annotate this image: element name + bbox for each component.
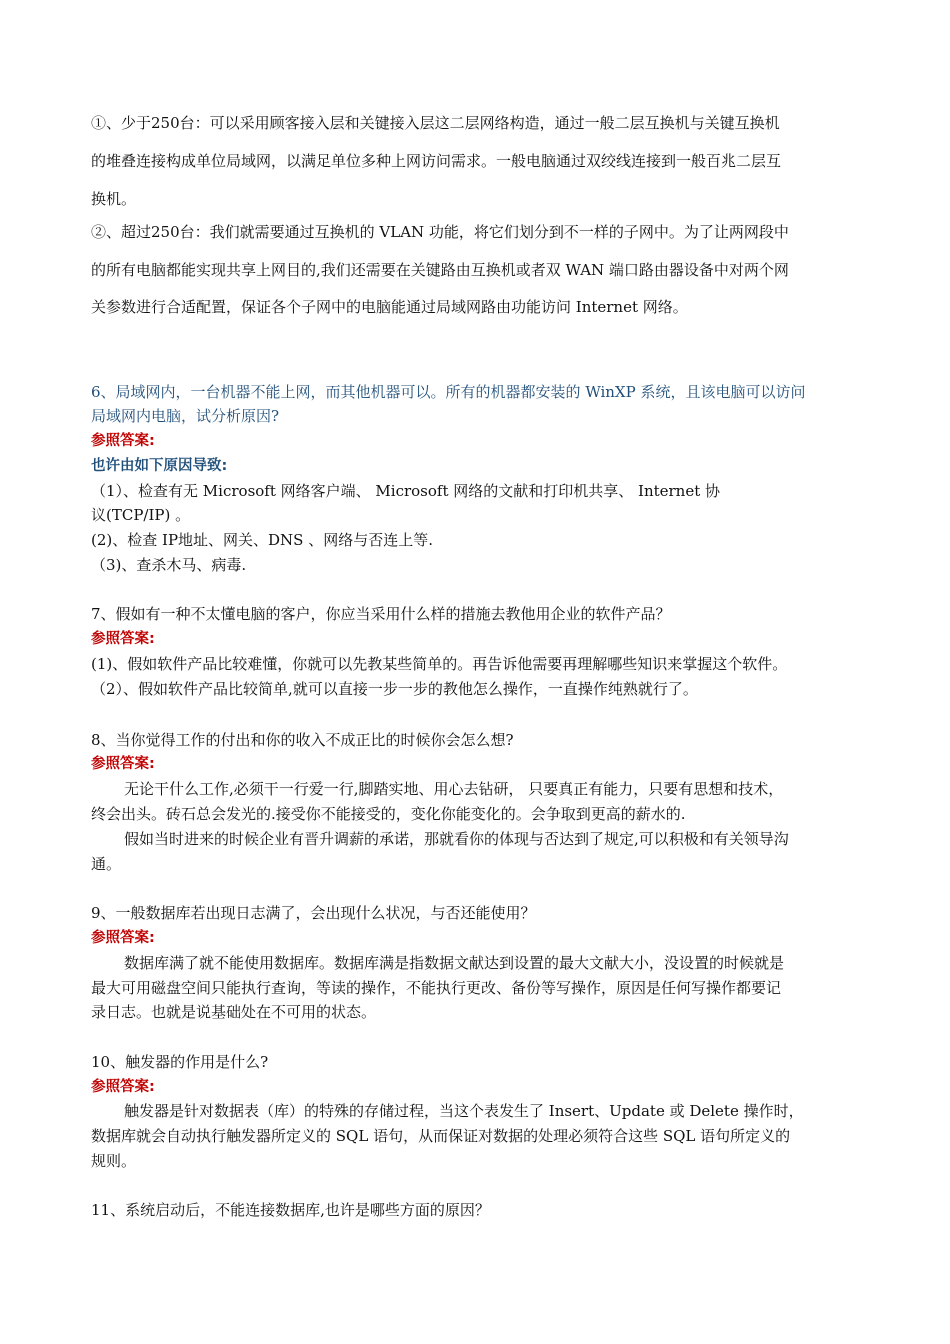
q7-item-1: (1)、假如软件产品比较难懂，你就可以先教某些简单的。再告诉他需要再理解哪些知识来掌握这个软件。 [91,655,788,673]
intro-p2-line-1: ②、超过250台：我们就需要通过互换机的 VLAN 功能，将它们划分到不一样的子网中。为了让两网段中 [91,223,789,241]
q8-p2-line-2: 通。 [91,855,122,873]
q9-question: 9、一般数据库若出现日志满了，会出现什么状况，与否还能使用？ [91,904,536,922]
q8-p2-line-1: 假如当时进来的时候企业有晋升调薪的承诺，那就看你的体现与否达到了规定,可以积极和有关领导沟 [124,830,789,848]
q10-question: 10、触发器的作用是什么? [91,1053,269,1071]
q8-p1-line-1: 无论干什么工作,必须干一行爱一行,脚踏实地、用心去钻研， 只要真正有能力，只要有思想和技术， [124,780,784,798]
q7-question: 7、假如有一种不太懂电脑的客户，你应当采用什么样的措施去教他用企业的软件产品？ [91,605,671,623]
q10-answer-label: 参照答案: [91,1079,155,1095]
q6-sub-label: 也许由如下原因导致: [91,458,228,474]
q10-p1-line-3: 规则。 [91,1152,137,1170]
q8-p1-line-2: 终会出头。砖石总会发光的.接受你不能接受的，变化你能变化的。会争取到更高的薪水的. [91,805,686,823]
q6-answer-label: 参照答案: [91,433,155,449]
q6-item-1-cont: 议(TCP/IP) 。 [91,506,191,524]
q10-p1-line-2: 数据库就会自动执行触发器所定义的 SQL 语句，从而保证对数据的处理必须符合这些 SQL 语句所定义的 [91,1127,791,1145]
intro-p2-line-3: 关参数进行合适配置，保证各个子网中的电脑能通过局域网路由功能访问 Internet 网络。 [91,298,688,316]
intro-p1-line-2: 的堆叠连接构成单位局域网，以满足单位多种上网访问需求。一般电脑通过双绞线连接到一般百兆二层互 [91,152,782,170]
q6-question-line-1: 6、局域网内，一台机器不能上网，而其他机器可以。所有的机器都安装的 WinXP 系统，且该电脑可以访问 [91,383,806,401]
q9-p1-line-1: 数据库满了就不能使用数据库。数据库满是指数据文献达到设置的最大文献大小，没设置的时候就是 [124,954,785,972]
intro-p2-line-2: 的所有电脑都能实现共享上网目的,我们还需要在关键路由互换机或者双 WAN 端口路由器设备中对两个网 [91,261,789,279]
q8-answer-label: 参照答案: [91,756,155,772]
q6-question-line-2: 局域网内电脑，试分析原因? [91,407,280,425]
intro-p1-line-3: 换机。 [91,190,137,208]
q6-item-3: （3)、查杀木马、病毒. [91,556,247,574]
q11-question: 11、系统启动后，不能连接数据库,也许是哪些方面的原因？ [91,1201,490,1219]
q10-p1-line-1: 触发器是针对数据表（库）的特殊的存储过程，当这个表发生了 Insert、Update 或 Delete 操作时， [124,1102,804,1120]
q8-question: 8、当你觉得工作的付出和你的收入不成正比的时候你会怎么想? [91,731,514,749]
q7-answer-label: 参照答案: [91,631,155,647]
q6-item-1: （1）、检查有无 Microsoft 网络客户端、 Microsoft 网络的文献和打印机共享、 Internet 协 [91,482,721,500]
q6-item-2: (2)、检查 IP地址、网关、DNS 、网络与否连上等. [91,531,433,549]
q9-p1-line-3: 录日志。也就是说基础处在不可用的状态。 [91,1003,377,1021]
q9-answer-label: 参照答案: [91,930,155,946]
intro-p1-line-1: ①、少于250台：可以采用顾客接入层和关键接入层这二层网络构造，通过一般二层互换机与关键互换机 [91,114,780,132]
q7-item-2: （2）、假如软件产品比较简单,就可以直接一步一步的教他怎么操作，一直操作纯熟就行了。 [91,680,698,698]
q9-p1-line-2: 最大可用磁盘空间只能执行查询，等读的操作，不能执行更改、备份等写操作，原因是任何写操作都要记 [91,979,782,997]
